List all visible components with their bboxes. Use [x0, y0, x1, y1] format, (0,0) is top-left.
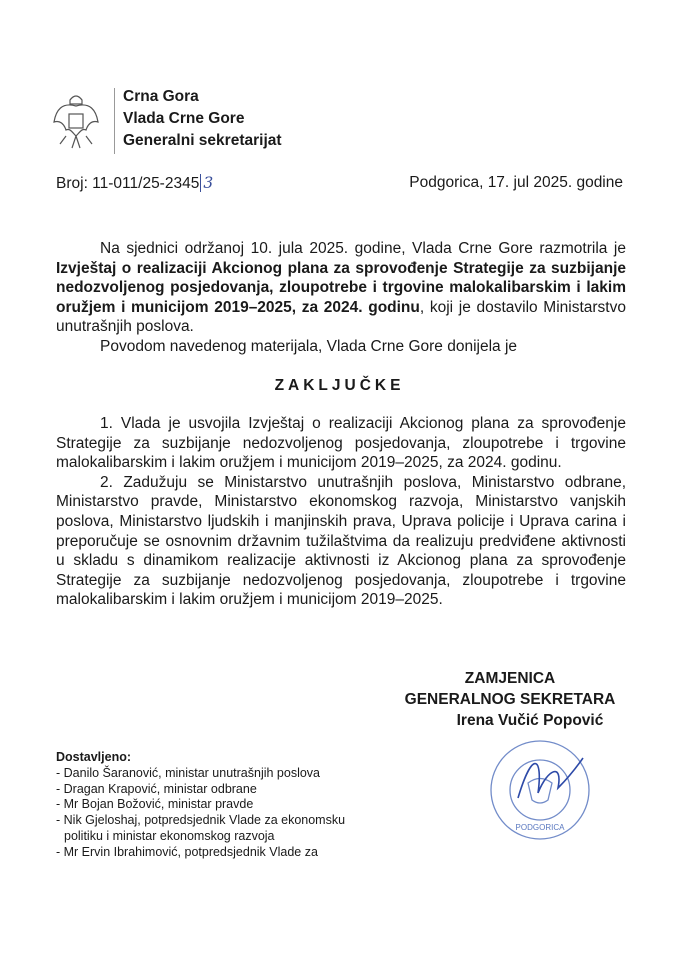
distribution-title: Dostavljeno:: [56, 750, 132, 764]
reference-number-text: Broj: 11-011/25-2345: [56, 175, 200, 192]
conclusions-list: [56, 414, 626, 610]
letterhead: [123, 86, 282, 152]
intro-report-title: Izvještaj o realizaciji Akcionog plana za sprovođenje Strategije za suzbijanje nedozvoljenog posjedovanja, zloupotrebe i trgovine malokalibarskim i lakim oružjem i municijom 2019–2025, za 2024. godinu: [56, 259, 626, 316]
signature-title: ZAMJENICA: [464, 670, 556, 687]
distribution-item: - Dragan Krapović, ministar odbrane: [56, 781, 257, 796]
conclusions-heading: ZAKLJUČKE: [274, 377, 405, 394]
distribution-item: - Nik Gjeloshaj, potpredsjednik Vlade za ekonomsku: [56, 813, 346, 828]
distribution-list: [56, 750, 345, 861]
svg-text:PODGORICA: PODGORICA: [515, 823, 565, 832]
conclusion-item: 2. Zadužuju se Ministarstvo unutrašnjih poslova, Ministarstvo odbrane, Ministarstvo pravde, Ministarstvo ekonomskog razvoja, Ministarstvo vanjskih poslova, Ministarstvo ljudskih i manjinskih prava, Uprava policije i Uprava carina i preporučuje se osnovnim državnim tužilaštvima da realizuju predviđene aktivnosti u skladu s dinamikom realizacije aktivnosti iz Akcionog plana za sprovođenje Strategije za suzbijanje nedozvoljenog posjedovanja, zloupotrebe i trgovine malokalibarskim i lakim oružjem i municijom 2019–2025.: [56, 473, 626, 609]
intro-section: [56, 239, 626, 357]
signature-title: GENERALNOG SEKRETARA: [404, 691, 616, 708]
conclusion-item: 1. Vlada je usvojila Izvještaj o realizaciji Akcionog plana za sprovođenje Strategije za suzbijanje nedozvoljenog posjedovanja, zloupotrebe i trgovine malokalibarskim i lakim oružjem i municijom 2019–2025, za 2024. godinu.: [56, 415, 626, 472]
signatory-name: Irena Vučić Popović: [456, 712, 604, 729]
official-stamp-icon: [488, 738, 592, 842]
letterhead-office: Generalni sekretarijat: [123, 132, 282, 149]
signature-block: [380, 668, 640, 731]
distribution-item: - Mr Bojan Božović, ministar pravde: [56, 797, 254, 812]
document-date: Podgorica, 17. jul 2025. godine: [409, 174, 623, 191]
letterhead-country: Crna Gora: [123, 88, 199, 105]
distribution-item-continued: politiku i ministar ekonomskog razvoja: [64, 828, 275, 843]
intro-paragraph-2: Povodom navedenog materijala, Vlada Crne Gore donijela je: [100, 337, 518, 355]
handwritten-suffix: 3: [200, 174, 213, 192]
intro-paragraph: [56, 239, 626, 337]
letterhead-government: Vlada Crne Gore: [123, 110, 245, 127]
coat-of-arms-icon: [52, 92, 100, 152]
reference-number: [56, 174, 213, 193]
intro-text-end: , koji je dostavilo Ministarstvo unutrašnjih poslova.: [56, 298, 626, 336]
intro-text: Na sjednici održanoj 10. jula 2025. godine, Vlada Crne Gore razmotrila je: [100, 240, 626, 257]
header-divider: [114, 88, 115, 154]
distribution-item: - Mr Ervin Ibrahimović, potpredsjednik Vlade za: [56, 844, 318, 859]
distribution-item: - Danilo Šaranović, ministar unutrašnjih poslova: [56, 765, 321, 780]
